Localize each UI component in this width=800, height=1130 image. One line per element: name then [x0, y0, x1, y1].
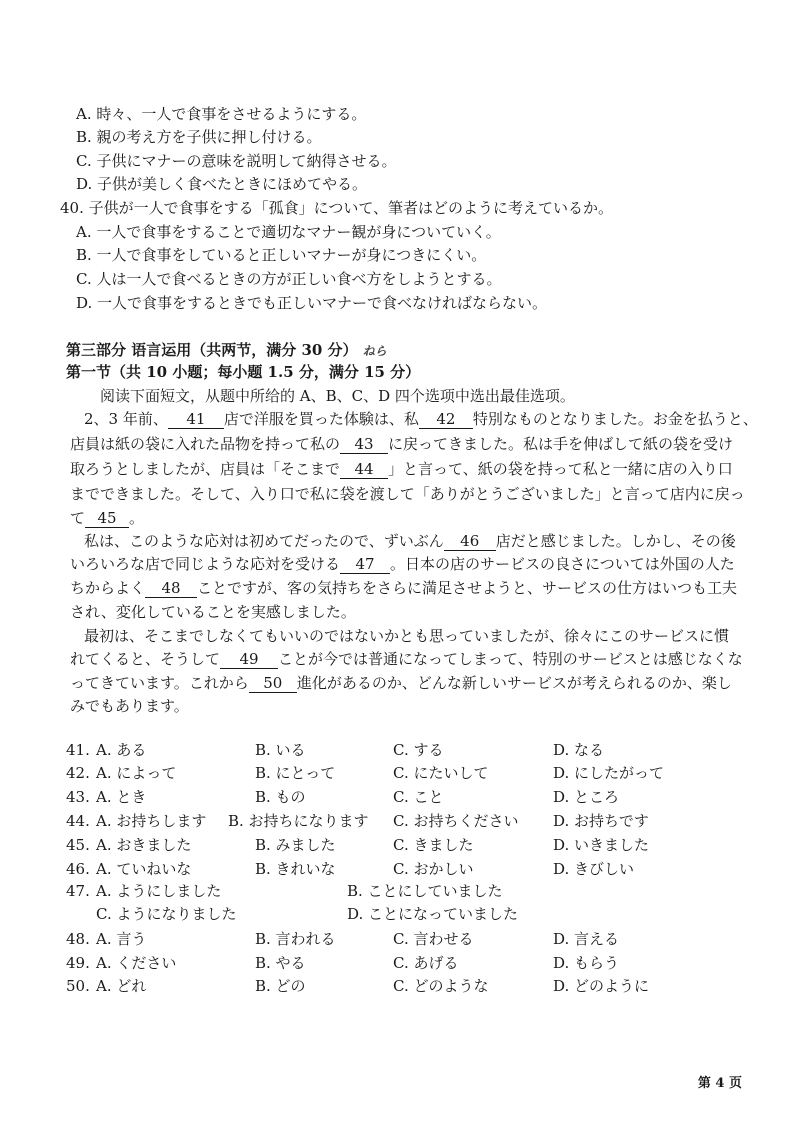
q40-option-b: B. 一人で食事をしていると正しいマナーが身につきにくい。 — [76, 246, 487, 264]
blank-42: 42 — [419, 410, 473, 429]
page-number: 第 4 页 — [697, 1076, 742, 1091]
section-subtitle: 第一节（共 10 小题；每小题 1.5 分，满分 15 分） — [66, 363, 421, 381]
section-title — [66, 339, 387, 362]
passage-line: ってきています。これから 50 進化があるのか、どんな新しいサービスが考えられるのか、楽し — [70, 674, 732, 692]
passage-line: 取ろうとしましたが、店員は「そこまで 44 」と言って、紙の袋を持って私と一緒に店の入り口 — [70, 460, 733, 478]
q39-option-b: B. 親の考え方を子供に押し付ける。 — [76, 128, 322, 146]
section-title-text: 第三部分 语言运用（共两节，满分 30 分） — [66, 341, 358, 359]
passage-line: 2、3 年前、 41 店で洋服を買った体験は、私 42 特別なものとなりました。お金を払うと、 — [84, 410, 758, 428]
blank-46: 46 — [444, 532, 496, 551]
blank-44: 44 — [340, 460, 388, 479]
blank-49: 49 — [220, 650, 278, 669]
passage-line: 店員は紙の袋に入れた品物を持って私の 43 に戻ってきました。私は手を伸ばして紙の袋を受け — [70, 435, 734, 453]
blank-50: 50 — [249, 674, 297, 693]
q39-option-d: D. 子供が美しく食べたときにほめてやる。 — [76, 175, 368, 193]
exam-page: A. 時々、一人で食事をさせるようにする。 B. 親の考え方を子供に押し付ける。 C. 子供にマナーの意味を説明して納得させる。 D. 子供が美しく食べたときにほめてやる。 40. 子供が一人で食事をする「孤食」について、筆者はどのように考えているか。 A. 一人で食事をすることで適切なマナー観が身についていく。 B. 一人で食事をしていると正しいマナーが身につきにくい。 C. 人は一人で食べるときの方が正しい食べ方をしようとする。 D. 一人で食事をするときでも正しいマナーで食べなければならない。 第三部分 语言运用（共两节，满分 30 分） ねら 第一节（共 10 小题；每小题 1.5 分，满分 15 分） 阅读下面短文，从题中所给的 A、B、C、D 四个选项中选出最佳选项。 2、3 年前、 41 店で洋服を買った体験は、私 42 特別なものとなりました。お金を払うと、 店員は紙の袋に入れた品物を持って私の 43 に戻ってきました。私は手を伸ばして紙の袋を受け 取ろうとしましたが、店員は「そこまで 44 」と言って、紙の袋を持って私と一緒に店の入り口 までできました。そして、入り口で私に袋を渡して「ありがとうございました」と言って店内に戻っ て 45 。 私は、このような応対は初めてだったので、ずいぶん 46 店だと感じました。しかし、その後 いろいろな店で同じような応対を受ける 47 。日本の店のサービスの良さについては外国の人た ちからよく 48 ことですが、客の気持ちをさらに満足させようと、サービスの仕方はいつも工夫 され、変化していることを実感しました。 最初は、そこまでしなくてもいいのではないかとも思っていましたが、徐々にこのサービスに慣 れてくると、そうして 49 ことが今では普通になってしまって、特別のサービスとは感じなくな ってきています。これから 50 進化があるのか、どんな新しいサービスが考えられるのか、楽し みでもあります。 41. A. ある B. いる C. する D. なる 42. A. によって B. にとって C. にたいして D. にしたがって 43. A. とき B. もの C. こと D. ところ 44. A. お持ちします B. お持ちになります C. お持ちください D. お持ちです 45. A. おきました B. みました C. きました D. いきました 46. A. ていねいな B. きれいな C. おかしい D. きびしい 47. A. ようにしました B. ことにしていました C. ようになりました D. ことになっていました 48. A. 言う B. 言われる C. 言わせる D. 言える 49. A. ください B. やる C. あげる D. もらう 50. A. どれ B. どの C. どのような D. どのように 第 4 页 — [60, 105, 758, 1091]
blank-48: 48 — [145, 579, 197, 598]
passage-line: までできました。そして、入り口で私に袋を渡して「ありがとうございました」と言って店内に戻っ — [70, 485, 745, 503]
q40-option-a: A. 一人で食事をすることで適切なマナー観が身についていく。 — [76, 223, 501, 241]
passage-line: みでもあります。 — [70, 697, 189, 715]
passage-line: され、変化していることを実感しました。 — [70, 603, 356, 621]
q39-option-c: C. 子供にマナーの意味を説明して納得させる。 — [76, 152, 397, 170]
blank-41: 41 — [168, 410, 224, 429]
hand-note: ねら — [362, 344, 387, 358]
blank-43: 43 — [340, 435, 388, 454]
passage-line: 私は、このような応対は初めてだったので、ずいぶん 46 店だと感じました。しかし、その後 — [84, 532, 736, 550]
passage-line: 最初は、そこまでしなくてもいいのではないかとも思っていましたが、徐々にこのサービスに慣 — [84, 627, 730, 645]
passage-line: て 45 。 — [70, 509, 145, 527]
passage-line: いろいろな店で同じような応対を受ける 47 。日本の店のサービスの良さについては外国の人た — [70, 555, 735, 573]
q40-question: 40. 子供が一人で食事をする「孤食」について、筆者はどのように考えているか。 — [60, 199, 614, 217]
q40-option-d: D. 一人で食事をするときでも正しいマナーで食べなければならない。 — [76, 294, 548, 312]
passage-line: れてくると、そうして 49 ことが今では普通になってしまって、特別のサービスとは感じなくな — [70, 650, 743, 668]
q39-option-a: A. 時々、一人で食事をさせるようにする。 — [76, 105, 367, 123]
passage-line: ちからよく 48 ことですが、客の気持ちをさらに満足させようと、サービスの仕方はいつも工夫 — [70, 579, 738, 597]
instruction: 阅读下面短文，从题中所给的 A、B、C、D 四个选项中选出最佳选项。 — [100, 387, 575, 405]
q40-option-c: C. 人は一人で食べるときの方が正しい食べ方をしようとする。 — [76, 270, 502, 288]
blank-47: 47 — [340, 555, 390, 574]
blank-45: 45 — [85, 509, 129, 528]
